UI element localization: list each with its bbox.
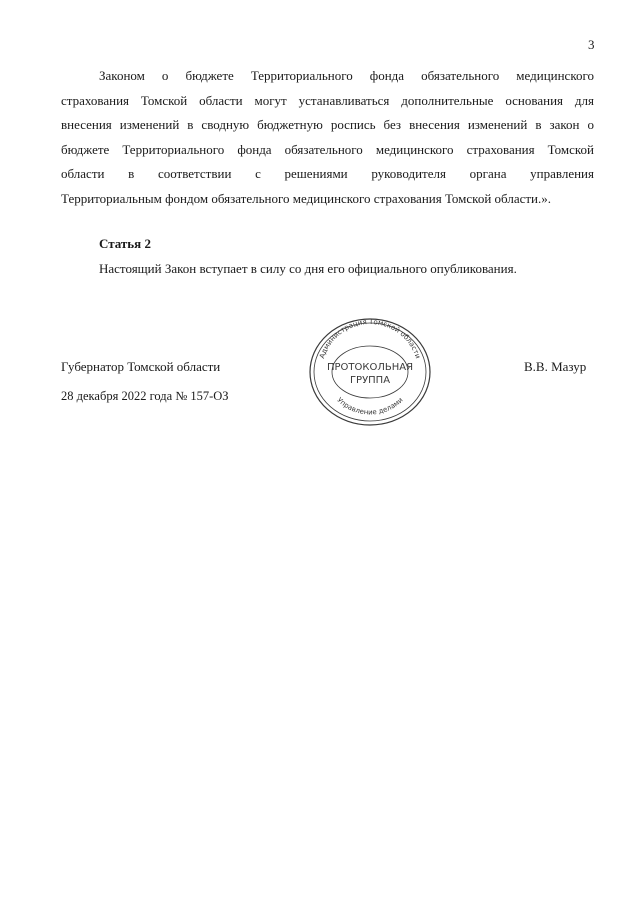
signatory-name: В.В. Мазур [524, 359, 587, 374]
svg-text:Администрация Томской области: Администрация Томской области [318, 317, 422, 360]
law-date-number: 28 декабря 2022 года № 157-ОЗ [61, 389, 229, 403]
body-paragraph [61, 64, 594, 212]
article-text: Настоящий Закон вступает в силу со дня его официального опубликования. [99, 261, 517, 276]
paragraph-line: Территориальным фондом обязательного медицинского страхования Томской области.». [61, 190, 552, 206]
paragraph-line: бюджете Территориального фонда обязательного медицинского страхования Томской [61, 141, 594, 157]
paragraph-line: Законом о бюджете Территориального фонда обязательного медицинского [99, 68, 594, 83]
page-number: 3 [588, 37, 595, 52]
paragraph-line: области в соответствии с решениями руководителя органа управления [61, 166, 594, 182]
svg-text:ПРОТОКОЛЬНАЯ: ПРОТОКОЛЬНАЯ [326, 362, 414, 373]
article-title: Статья 2 [99, 236, 151, 251]
svg-text:Управление делами: Управление делами [335, 396, 405, 417]
paragraph-line: страхования Томской области могут устанавливаться дополнительные основания для [61, 92, 594, 108]
official-stamp [305, 316, 435, 428]
svg-text:ГРУППА: ГРУППА [349, 375, 391, 386]
paragraph-line: внесения изменений в сводную бюджетную роспись без внесения изменений в закон о [61, 117, 594, 133]
signatory-position: Губернатор Томской области [61, 359, 221, 374]
